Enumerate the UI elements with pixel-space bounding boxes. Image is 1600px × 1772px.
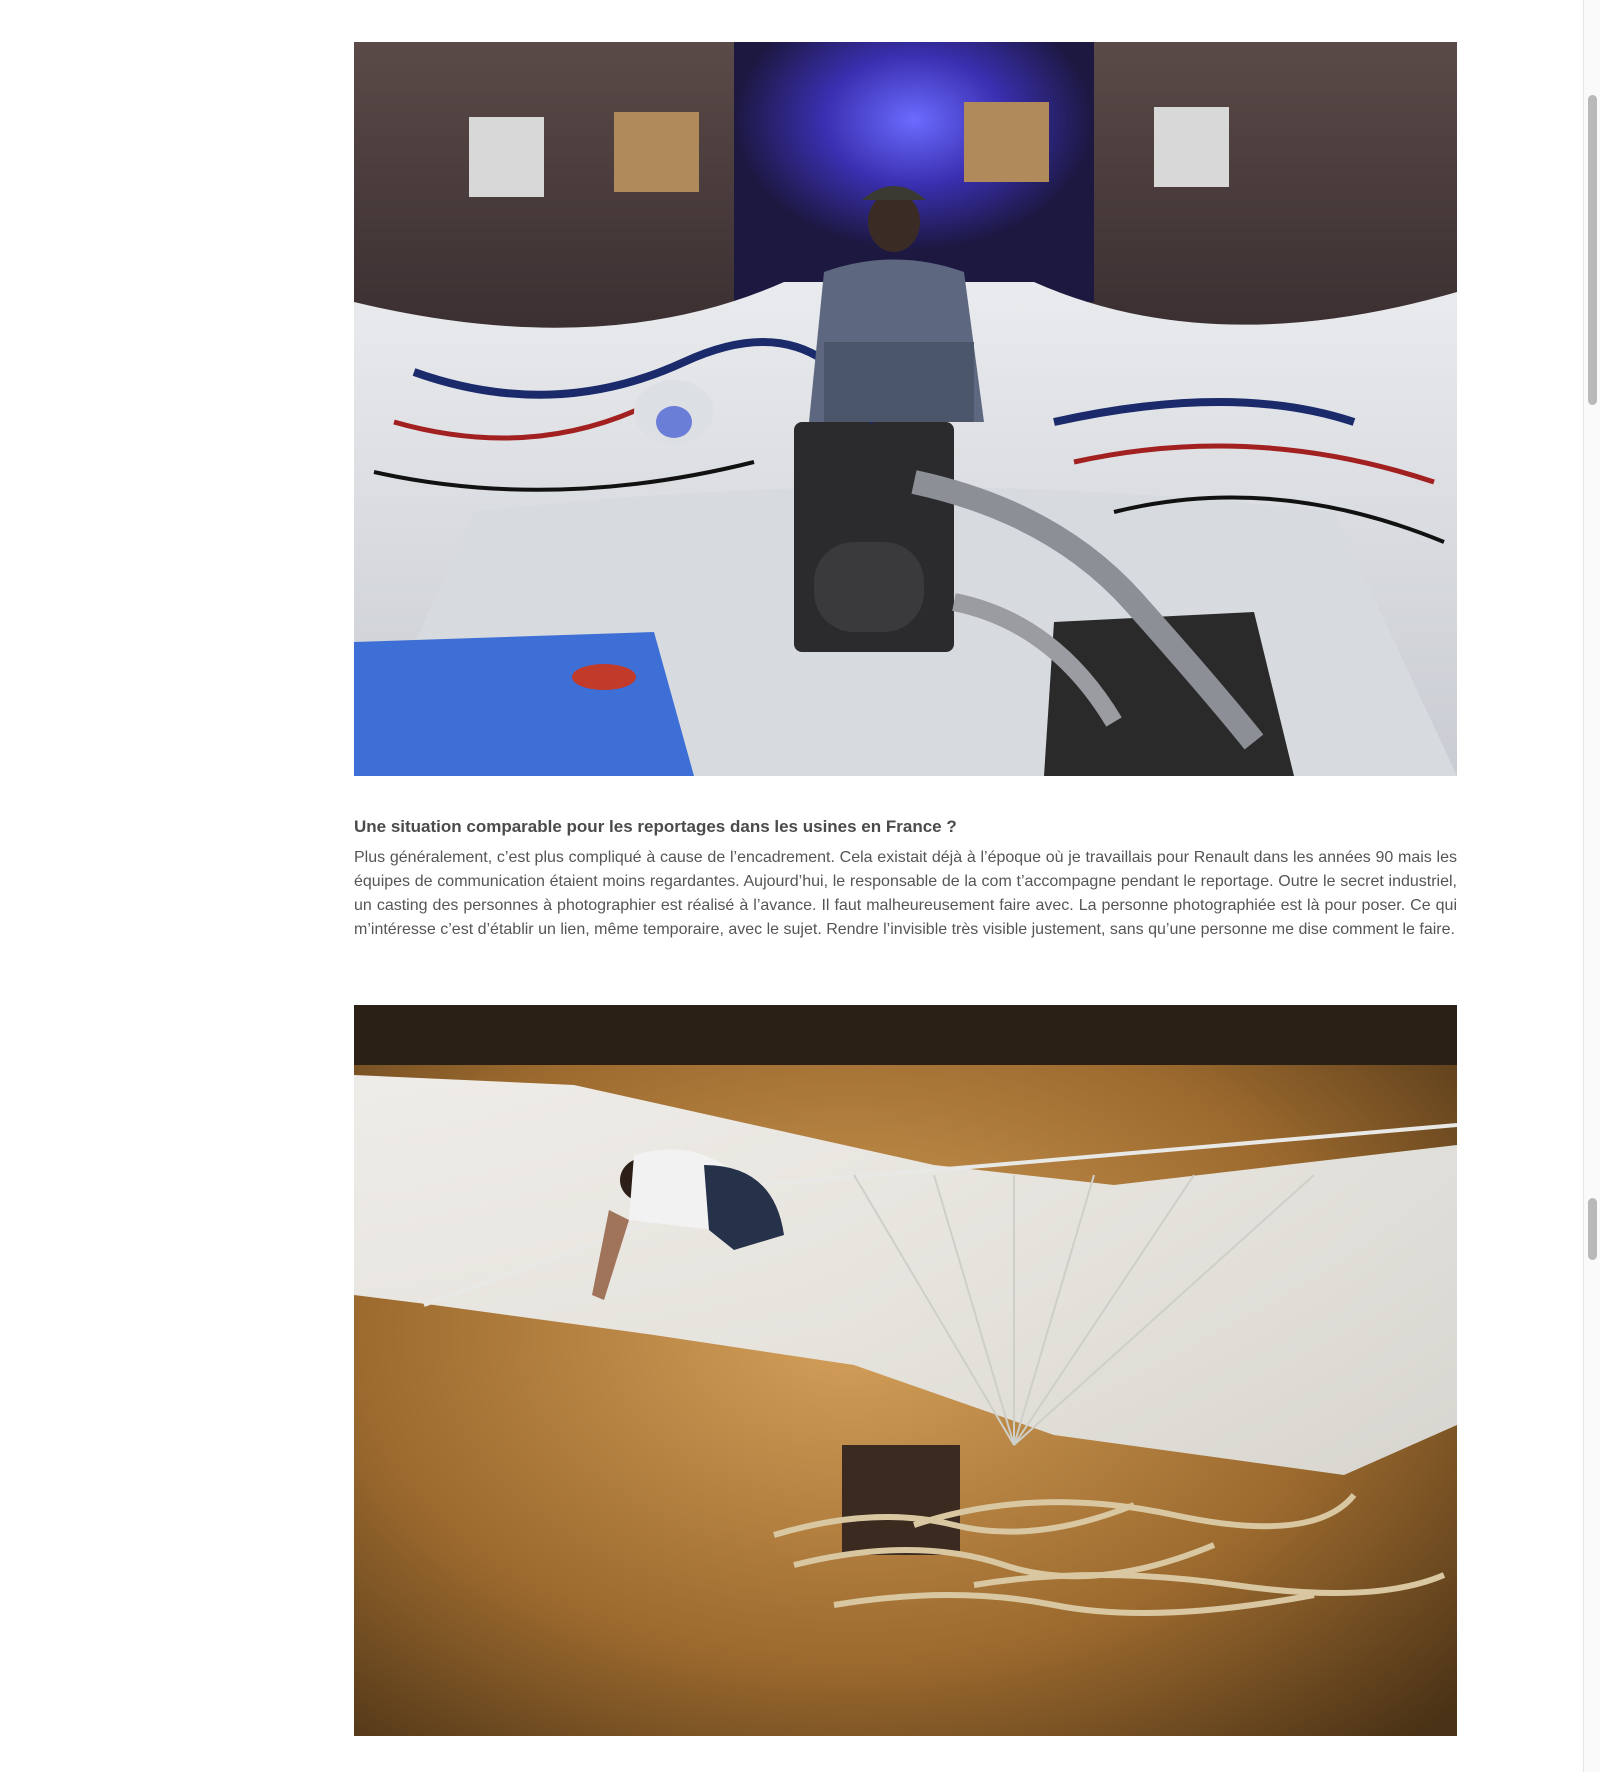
sail-making-illustration	[354, 1005, 1457, 1736]
boat-hull-photo	[354, 42, 1457, 776]
scrollbar-thumb-upper[interactable]	[1588, 95, 1597, 405]
vertical-scrollbar[interactable]	[1583, 0, 1600, 1772]
sail-making-photo	[354, 1005, 1457, 1736]
boat-hull-illustration	[354, 42, 1457, 776]
interview-answer: Plus généralement, c’est plus compliqué à cause de l’encadrement. Cela existait déjà à l’époque où je travaillais pour Renault dans les années 90 mais les équipes de communication étaient moins regardantes. Aujourd’hui, le responsable de la com t’accompagne pendant le reportage. Outre le secret industriel, un casting des personnes à photographier est réalisé à l’avance. Il faut malheureusement faire avec. La personne photographiée est là pour poser. Ce qui m’intéresse c’est d’établir un lien, même temporaire, avec le sujet. Rendre l’invisible très visible justement, sans qu’une personne me dise comment le faire.	[354, 849, 1457, 938]
scrollbar-thumb-lower[interactable]	[1588, 1198, 1597, 1260]
interview-question: Une situation comparable pour les reportages dans les usines en France ?	[354, 817, 957, 836]
